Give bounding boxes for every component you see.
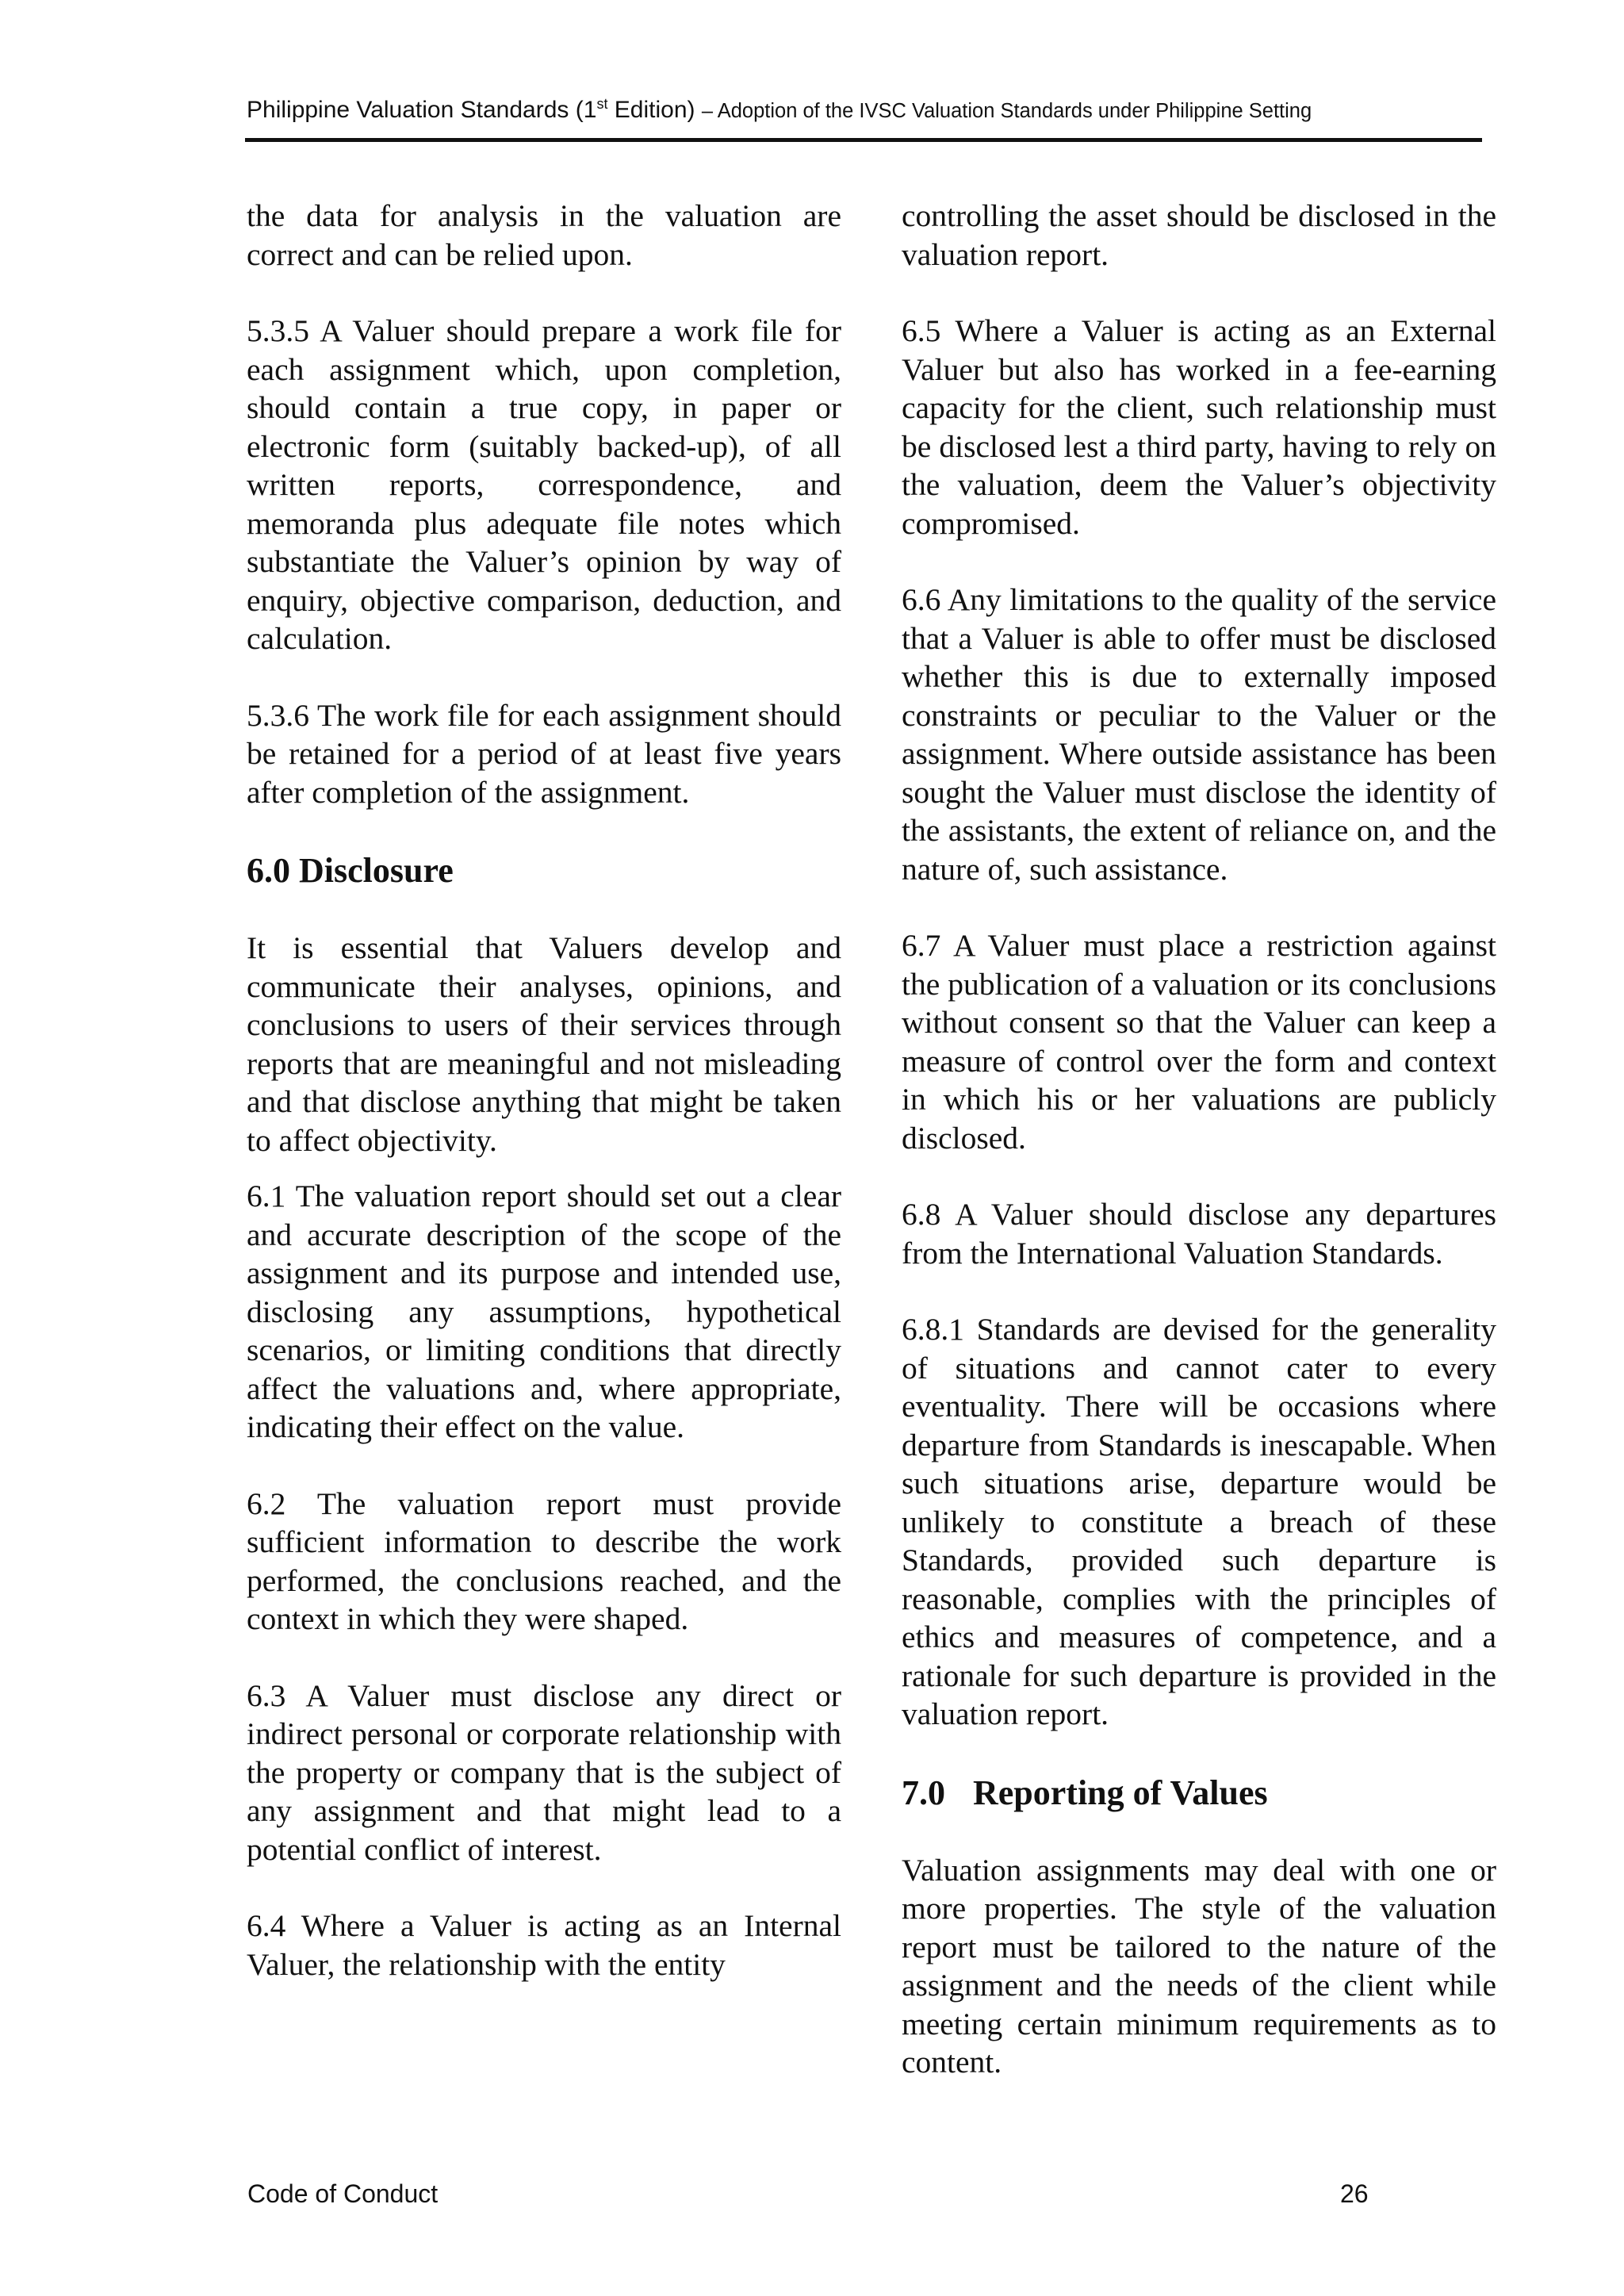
paragraph-6-4-continued: controlling the asset should be disclosed in the valuation report.: [902, 198, 1496, 272]
paragraph-6-7: 6.7 A Valuer must place a restriction against the publication of a valuation or its conclusions without consent so that the Valuer can keep a measure of control over the form and context in which his or her valuations are publicly disclosed.: [902, 928, 1496, 1156]
paragraph-6-4: 6.4 Where a Valuer is acting as an Internal Valuer, the relationship with the entity: [247, 1908, 841, 1982]
paragraph-6-1: 6.1 The valuation report should set out a clear and accurate description of the scope of the assignment and its purpose and intended use, disclosing any assumptions, hypothetical scenarios, or limiting conditions that directly affect the valuations and, where appropriate, indicating their effect on the value.: [247, 1179, 841, 1444]
left-column: [247, 197, 841, 2022]
paragraph-6-intro: It is essential that Valuers develop and communicate their analyses, opinions, and conclusions to users of their services through reports that are meaningful and not misleading and that disclose anything that might be taken to affect objectivity.: [247, 930, 841, 1158]
paragraph-6-5: 6.5 Where a Valuer is acting as an External Valuer but also has worked in a fee-earning capacity for the client, such relationship must be disclosed lest a third party, having to rely on the valuation, deem the Valuer’s objectivity compromised.: [902, 313, 1496, 541]
section-heading-number: 7.0: [902, 1773, 945, 1812]
header-title: Philippine Valuation Standards: [247, 97, 569, 123]
paragraph-6-6: 6.6 Any limitations to the quality of the service that a Valuer is able to offer must be disclosed whether this is due to externally imposed constraints or peculiar to the Valuer or the assignment. Where outside assistance has been sought the Valuer must disclose the identity of the assistants, the extent of reliance on, and the nature of, such assistance.: [902, 582, 1496, 887]
footer-section-title: Code of Conduct: [247, 2179, 439, 2208]
header-subtitle: – Adoption of the IVSC Valuation Standards under Philippine Setting: [701, 100, 1312, 122]
paragraph-6-2: 6.2 The valuation report must provide sufficient information to describe the work performed, the conclusions reached, and the context in which they were shaped.: [247, 1485, 841, 1636]
right-column: [902, 197, 1496, 2120]
section-heading-text: Reporting of Values: [973, 1773, 1268, 1812]
paragraph-6-3: 6.3 A Valuer must disclose any direct or indirect personal or corporate relationship with the property or company that is the subject of any assignment and that might lead to a potential conflict of interest.: [247, 1677, 841, 1867]
section-heading-disclosure: 6.0 Disclosure: [247, 851, 454, 890]
section-heading-reporting-of-values: [902, 1772, 1496, 1815]
header-text: [247, 97, 1312, 124]
paragraph-5-3-4-continued: the data for analysis in the valuation are correct and can be relied upon.: [247, 198, 841, 272]
paragraph-5-3-6: 5.3.6 The work file for each assignment should be retained for a period of at least five years after completion of the assignment.: [247, 697, 841, 810]
paragraph-6-8-1: 6.8.1 Standards are devised for the generality of situations and cannot cater to every eventuality. There will be occasions where departure from Standards is inescapable. When such situations arise, departure would be unlikely to constitute a breach of these Standards, provided such departure is reasonable, complies with the principles of ethics and measures of competence, and a rationale for such departure is provided in the valuation report.: [902, 1312, 1496, 1731]
paragraph-7-intro: Valuation assignments may deal with one or more properties. The style of the valuation report must be tailored to the nature of the assignment and the needs of the client while meeting certain minimum requirements as to content.: [902, 1852, 1496, 2079]
header-edition-open: (1: [575, 97, 597, 123]
paragraph-5-3-5: 5.3.5 A Valuer should prepare a work file for each assignment which, upon completion, should contain a true copy, in paper or electronic form (suitably backed-up), of all written reports, correspondence, and memoranda plus adequate file notes which substantiate the Valuer’s opinion by way of enquiry, objective comparison, deduction, and calculation.: [247, 313, 841, 656]
header-edition-sup: st: [596, 96, 608, 112]
page-header: [245, 94, 1482, 142]
header-edition-close: Edition): [614, 97, 695, 123]
page-number: 26: [1340, 2179, 1369, 2208]
paragraph-6-8: 6.8 A Valuer should disclose any departures from the International Valuation Standards.: [902, 1197, 1496, 1271]
